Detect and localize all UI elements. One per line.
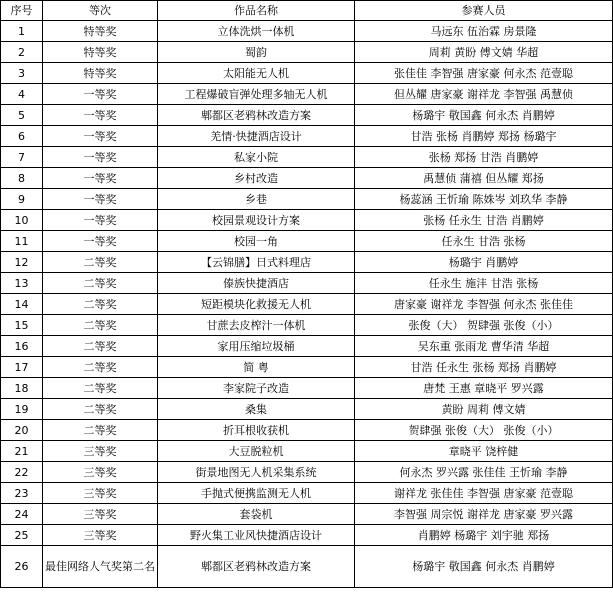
cell-rank: 一等奖 bbox=[43, 105, 158, 126]
table-body bbox=[1, 21, 613, 588]
cell-team: 唐梵 王惠 章晓平 罗兴露 bbox=[355, 378, 613, 399]
cell-team: 肖鹏婷 杨璐宇 刘宇驰 郑扬 bbox=[355, 525, 613, 546]
cell-no: 18 bbox=[1, 378, 43, 399]
cell-title: 郫都区老鸦林改造方案 bbox=[158, 546, 355, 588]
cell-title: 太阳能无人机 bbox=[158, 63, 355, 84]
cell-title: 桑集 bbox=[158, 399, 355, 420]
cell-no: 6 bbox=[1, 126, 43, 147]
cell-no: 24 bbox=[1, 504, 43, 525]
header-title: 作品名称 bbox=[158, 1, 355, 21]
cell-team: 李智强 周宗悦 谢祥龙 唐家豪 罗兴露 bbox=[355, 504, 613, 525]
cell-title: 甘蔗去皮榨汁一体机 bbox=[158, 315, 355, 336]
cell-no: 19 bbox=[1, 399, 43, 420]
cell-title: 傣族快捷酒店 bbox=[158, 273, 355, 294]
table-row bbox=[1, 84, 613, 105]
cell-no: 11 bbox=[1, 231, 43, 252]
cell-team: 何永杰 罗兴露 张佳佳 王忻瑜 李静 bbox=[355, 462, 613, 483]
table-row bbox=[1, 441, 613, 462]
cell-rank: 特等奖 bbox=[43, 21, 158, 42]
cell-rank: 一等奖 bbox=[43, 168, 158, 189]
table-row bbox=[1, 105, 613, 126]
cell-title: 大豆脱粒机 bbox=[158, 441, 355, 462]
cell-title: 乡村改造 bbox=[158, 168, 355, 189]
cell-title: 立体洗烘一体机 bbox=[158, 21, 355, 42]
header-no: 序号 bbox=[1, 1, 43, 21]
cell-title: 羌情·快捷酒店设计 bbox=[158, 126, 355, 147]
cell-no: 9 bbox=[1, 189, 43, 210]
table-row bbox=[1, 168, 613, 189]
cell-title: 李家院子改造 bbox=[158, 378, 355, 399]
table-header bbox=[1, 1, 613, 21]
cell-rank: 二等奖 bbox=[43, 420, 158, 441]
cell-rank: 一等奖 bbox=[43, 210, 158, 231]
cell-no: 16 bbox=[1, 336, 43, 357]
cell-title: 郫都区老鸦林改造方案 bbox=[158, 105, 355, 126]
cell-no: 20 bbox=[1, 420, 43, 441]
cell-no: 7 bbox=[1, 147, 43, 168]
table-row bbox=[1, 126, 613, 147]
table-row bbox=[1, 273, 613, 294]
cell-team: 张杨 任永生 甘浩 肖鹏婷 bbox=[355, 210, 613, 231]
cell-team: 章晓平 饶梓健 bbox=[355, 441, 613, 462]
cell-title: 家用压缩垃圾桶 bbox=[158, 336, 355, 357]
cell-title: 乡巷 bbox=[158, 189, 355, 210]
cell-no: 10 bbox=[1, 210, 43, 231]
cell-rank: 特等奖 bbox=[43, 42, 158, 63]
cell-rank: 三等奖 bbox=[43, 525, 158, 546]
cell-no: 12 bbox=[1, 252, 43, 273]
cell-rank: 一等奖 bbox=[43, 189, 158, 210]
cell-team: 周莉 黄盼 傅文婧 华超 bbox=[355, 42, 613, 63]
table-row bbox=[1, 210, 613, 231]
cell-rank: 特等奖 bbox=[43, 63, 158, 84]
cell-team: 黄盼 周莉 傅文婧 bbox=[355, 399, 613, 420]
cell-no: 15 bbox=[1, 315, 43, 336]
table-row bbox=[1, 147, 613, 168]
cell-rank: 二等奖 bbox=[43, 399, 158, 420]
cell-no: 3 bbox=[1, 63, 43, 84]
cell-no: 23 bbox=[1, 483, 43, 504]
table-row bbox=[1, 336, 613, 357]
cell-no: 22 bbox=[1, 462, 43, 483]
cell-title: 私家小院 bbox=[158, 147, 355, 168]
cell-team: 唐家豪 谢祥龙 李智强 何永杰 张佳佳 bbox=[355, 294, 613, 315]
header-rank: 等次 bbox=[43, 1, 158, 21]
cell-no: 25 bbox=[1, 525, 43, 546]
header-team: 参赛人员 bbox=[355, 1, 613, 21]
cell-rank: 一等奖 bbox=[43, 231, 158, 252]
cell-title: 蜀韵 bbox=[158, 42, 355, 63]
cell-title: 折耳根收获机 bbox=[158, 420, 355, 441]
header-row bbox=[1, 1, 613, 21]
cell-team: 但丛耀 唐家豪 谢祥龙 李智强 禹慧侦 bbox=[355, 84, 613, 105]
cell-title: 工程爆破盲弹处理多轴无人机 bbox=[158, 84, 355, 105]
cell-rank: 二等奖 bbox=[43, 336, 158, 357]
cell-no: 8 bbox=[1, 168, 43, 189]
cell-team: 任永生 施沣 甘浩 张杨 bbox=[355, 273, 613, 294]
cell-rank: 最佳网络人气奖第二名 bbox=[43, 546, 158, 588]
table-row bbox=[1, 483, 613, 504]
cell-title: 短距模块化救援无人机 bbox=[158, 294, 355, 315]
cell-rank: 三等奖 bbox=[43, 462, 158, 483]
cell-team: 甘浩 张杨 肖鹏婷 郑扬 杨璐宇 bbox=[355, 126, 613, 147]
cell-rank: 三等奖 bbox=[43, 441, 158, 462]
table-row bbox=[1, 399, 613, 420]
table-row bbox=[1, 378, 613, 399]
cell-rank: 三等奖 bbox=[43, 504, 158, 525]
table-row bbox=[1, 21, 613, 42]
cell-team: 杨璐宇 肖鹏婷 bbox=[355, 252, 613, 273]
table-row bbox=[1, 504, 613, 525]
cell-team: 贺肆强 张俊（大） 张俊（小） bbox=[355, 420, 613, 441]
table-row bbox=[1, 546, 613, 588]
cell-no: 5 bbox=[1, 105, 43, 126]
cell-title: 套袋机 bbox=[158, 504, 355, 525]
table-row bbox=[1, 315, 613, 336]
cell-rank: 二等奖 bbox=[43, 378, 158, 399]
cell-title: 野火集工业风快捷酒店设计 bbox=[158, 525, 355, 546]
cell-team: 张佳佳 李智强 唐家豪 何永杰 范壹聪 bbox=[355, 63, 613, 84]
cell-rank: 一等奖 bbox=[43, 126, 158, 147]
cell-no: 21 bbox=[1, 441, 43, 462]
cell-team: 甘浩 任永生 张杨 郑扬 肖鹏婷 bbox=[355, 357, 613, 378]
cell-rank: 二等奖 bbox=[43, 252, 158, 273]
table-row bbox=[1, 231, 613, 252]
cell-team: 谢祥龙 张佳佳 李智强 唐家豪 范壹聪 bbox=[355, 483, 613, 504]
cell-title: 【云锦膳】日式料理店 bbox=[158, 252, 355, 273]
cell-title: 校园一角 bbox=[158, 231, 355, 252]
cell-title: 手抛式便携监测无人机 bbox=[158, 483, 355, 504]
cell-title: 街景地图无人机采集系统 bbox=[158, 462, 355, 483]
cell-title: 简 粤 bbox=[158, 357, 355, 378]
cell-no: 14 bbox=[1, 294, 43, 315]
cell-team: 杨蕊涵 王忻瑜 陈姝岑 刘玖华 李静 bbox=[355, 189, 613, 210]
cell-rank: 一等奖 bbox=[43, 147, 158, 168]
cell-team: 任永生 甘浩 张杨 bbox=[355, 231, 613, 252]
cell-no: 26 bbox=[1, 546, 43, 588]
cell-no: 4 bbox=[1, 84, 43, 105]
cell-no: 2 bbox=[1, 42, 43, 63]
table-row bbox=[1, 189, 613, 210]
cell-team: 杨璐宇 敬国鑫 何永杰 肖鹏婷 bbox=[355, 546, 613, 588]
cell-team: 杨璐宇 敬国鑫 何永杰 肖鹏婷 bbox=[355, 105, 613, 126]
cell-no: 13 bbox=[1, 273, 43, 294]
cell-team: 张俊（大） 贺肆强 张俊（小） bbox=[355, 315, 613, 336]
table-row bbox=[1, 462, 613, 483]
table-row bbox=[1, 42, 613, 63]
cell-rank: 一等奖 bbox=[43, 84, 158, 105]
cell-team: 马远东 伍治霖 房景隆 bbox=[355, 21, 613, 42]
table-row bbox=[1, 357, 613, 378]
cell-rank: 二等奖 bbox=[43, 315, 158, 336]
cell-rank: 二等奖 bbox=[43, 273, 158, 294]
cell-no: 1 bbox=[1, 21, 43, 42]
cell-title: 校园景观设计方案 bbox=[158, 210, 355, 231]
cell-team: 吴东重 张雨龙 曹华清 华超 bbox=[355, 336, 613, 357]
table-row bbox=[1, 252, 613, 273]
cell-rank: 二等奖 bbox=[43, 294, 158, 315]
table-row bbox=[1, 63, 613, 84]
cell-no: 17 bbox=[1, 357, 43, 378]
cell-rank: 二等奖 bbox=[43, 357, 158, 378]
table-row bbox=[1, 294, 613, 315]
table-row bbox=[1, 420, 613, 441]
cell-team: 张杨 郑扬 甘浩 肖鹏婷 bbox=[355, 147, 613, 168]
cell-rank: 三等奖 bbox=[43, 483, 158, 504]
table-row bbox=[1, 525, 613, 546]
cell-team: 禹慧侦 蒲禧 但丛耀 郑扬 bbox=[355, 168, 613, 189]
